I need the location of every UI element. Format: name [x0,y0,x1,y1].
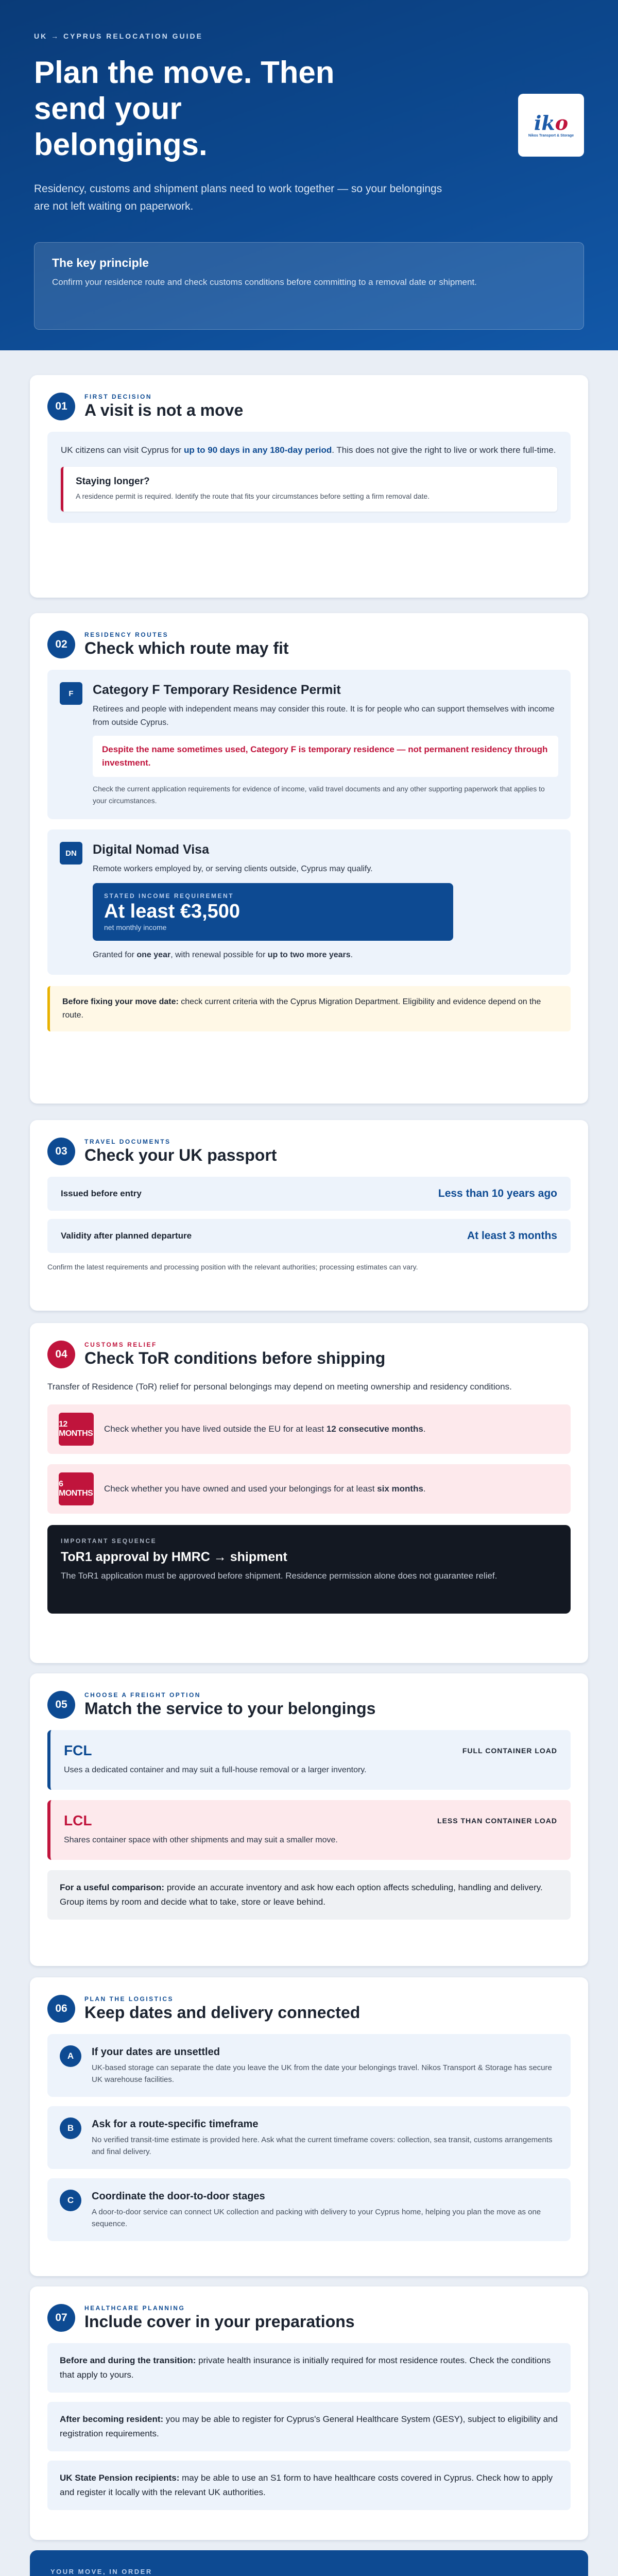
passport-row-validity: Validity after planned departure At least 3 months [47,1219,571,1253]
logo-mark: iko [534,111,569,134]
comparison-tip: For a useful comparison: provide an accurate inventory and ask how each option affects scheduling, handling and delivery. Group items by room and decide what to take, store or leave behind. [47,1870,571,1920]
section-number: 02 [47,631,75,658]
section-title: Include cover in your preparations [84,2312,355,2331]
section-title: Check your UK passport [84,1146,277,1164]
section-number: 05 [47,1691,75,1719]
section-freight [30,1673,588,1966]
health-row-resident: After becoming resident: you may be able to register for Cyprus's General Healthcare System (GESY), subject to eligibility and registration requirements. [47,2402,571,2451]
step-text: A door-to-door service can connect UK collection and packing with delivery to your Cyprus home, helping you plan the move as one sequence. [92,2208,541,2228]
step-badge: C [60,2190,81,2211]
calendar-icon: 12 MONTHS [59,1413,94,1446]
digital-nomad-badge: DN [60,842,82,865]
important-sequence-box [47,1525,571,1614]
calendar-icon: 6 MONTHS [59,1472,94,1505]
freight-fcl [47,1730,571,1790]
key-principle-title: The key principle [52,256,149,269]
health-row-transition: Before and during the transition: private health insurance is initially required for most residence routes. Check the conditions that apply to yours. [47,2343,571,2393]
section-number: 01 [47,393,75,420]
section-tag: PLAN THE LOGISTICS [84,1995,174,2003]
logistics-step-a [47,2034,571,2097]
section-tag: CHOOSE A FREIGHT OPTION [84,1691,201,1699]
route-digital-nomad [47,829,571,975]
hero-title: Plan the move. Then send your belongings. [34,55,335,162]
logistics-step-c [47,2178,571,2241]
hero-lead: Residency, customs and shipment plans need to work together — so your belongings are not left waiting on paperwork. [34,183,442,212]
visit-highlight: up to 90 days in any 180-day period [184,445,332,455]
lcl-kind: LESS THAN CONTAINER LOAD [437,1817,557,1825]
step-title: Ask for a route-specific timeframe [92,2119,259,2130]
step-badge: A [60,2045,81,2067]
visit-text: UK citizens can visit Cyprus for [61,445,184,455]
lcl-text: Shares container space with other shipments and may suit a smaller move. [64,1836,338,1844]
sequence-title: ToR1 approval by HMRC → shipment [61,1550,287,1564]
logo-text: Nikos Transport & Storage [528,133,574,138]
section-logistics [30,1977,588,2276]
step-badge: B [60,2117,81,2139]
category-f-note: Check the current application requirements for evidence of income, valid travel documents and any other supporting paperwork that applies to your circumstances. [93,785,545,805]
section-visit [30,375,588,598]
move-date-note: Before fixing your move date: check current criteria with the Cyprus Migration Department. Eligibility and evidence depend on the route. [47,986,571,1031]
step-title: Coordinate the door-to-door stages [92,2191,265,2202]
tor-condition-residence: 12 MONTHS Check whether you have lived outside the EU for at least 12 consecutive months. [47,1404,571,1454]
section-title: A visit is not a move [84,401,244,419]
logistics-step-b [47,2106,571,2169]
section-tag: FIRST DECISION [84,393,152,400]
staying-longer-box [61,467,557,512]
category-f-badge: F [60,682,82,705]
hero-header [0,0,618,350]
income-label: STATED INCOME REQUIREMENT [104,892,234,900]
passport-row-issued: Issued before entry Less than 10 years ago [47,1177,571,1211]
staying-longer-text: A residence permit is required. Identify the route that fits your circumstances before setting a firm removal date. [76,492,430,500]
grant-text: Granted for one year, with renewal possible for up to two more years. [93,951,353,959]
section-tag: TRAVEL DOCUMENTS [84,1138,171,1145]
step-title: If your dates are unsettled [92,2046,220,2058]
company-logo [518,94,584,157]
step-text: No verified transit-time estimate is provided here. Ask what the current timeframe covers: collection, sea transit, customs arrangements and final delivery. [92,2136,553,2156]
step-text: UK-based storage can separate the date you leave the UK from the date your belongings travel. Nikos Transport & Storage has secure UK warehouse facilities. [92,2063,552,2084]
route-category-f [47,670,571,819]
fcl-code: FCL [64,1742,92,1758]
freight-lcl [47,1800,571,1860]
sequence-label: IMPORTANT SEQUENCE [61,1537,157,1545]
sequence-text: The ToR1 application must be approved before shipment. Residence permission alone does not guarantee relief. [61,1571,497,1581]
section-title: Keep dates and delivery connected [84,2003,360,2022]
section-title: Check ToR conditions before shipping [84,1349,386,1367]
tor-condition-ownership: 6 MONTHS Check whether you have owned and used your belongings for at least six months. [47,1464,571,1514]
fcl-kind: FULL CONTAINER LOAD [462,1747,557,1755]
final-tag: YOUR MOVE, IN ORDER [50,2568,152,2575]
passport-footnote: Confirm the latest requirements and processing position with the relevant authorities; processing estimates can vary. [47,1263,418,1271]
lcl-code: LCL [64,1812,92,1828]
section-tag: HEALTHCARE PLANNING [84,2304,185,2312]
key-principle-box [34,242,584,330]
income-requirement-box [93,883,453,941]
category-f-warning: Despite the name sometimes used, Category F is temporary residence — not permanent residency through investment. [93,736,558,777]
section-tag: CUSTOMS RELIEF [84,1341,157,1348]
section-healthcare [30,2286,588,2540]
key-principle-text: Confirm your residence route and check customs conditions before committing to a removal date or shipment. [52,277,477,287]
section-title: Check which route may fit [84,639,289,657]
digital-nomad-title: Digital Nomad Visa [93,842,209,857]
income-sub: net monthly income [104,923,167,931]
section-routes [30,613,588,1104]
income-value: At least €3,500 [104,901,241,922]
visit-text-end: . This does not give the right to live or work there full-time. [332,445,556,455]
hero-kicker: UK → CYPRUS RELOCATION GUIDE [34,32,203,40]
visit-panel [47,432,571,523]
health-row-pension: UK State Pension recipients: may be able to use an S1 form to have healthcare costs covered in Cyprus. Check how to apply and register it locally with the relevant UK authorities. [47,2461,571,2510]
digital-nomad-text: Remote workers employed by, or serving clients outside, Cyprus may qualify. [93,865,373,873]
section-customs [30,1323,588,1663]
staying-longer-title: Staying longer? [76,476,150,487]
section-tag: RESIDENCY ROUTES [84,631,169,638]
category-f-title: Category F Temporary Residence Permit [93,683,341,697]
category-f-text: Retirees and people with independent means may consider this route. It is for people who can support themselves with income from outside Cyprus. [93,705,555,727]
section-number: 07 [47,2304,75,2332]
final-checklist [30,2550,588,2576]
fcl-text: Uses a dedicated container and may suit a full-house removal or a larger inventory. [64,1766,367,1774]
customs-intro: Transfer of Residence (ToR) relief for personal belongings may depend on meeting ownership and residency conditions. [47,1382,512,1392]
section-title: Match the service to your belongings [84,1699,376,1718]
section-number: 04 [47,1341,75,1368]
section-number: 03 [47,1138,75,1165]
section-number: 06 [47,1995,75,2023]
section-passport [30,1120,588,1311]
